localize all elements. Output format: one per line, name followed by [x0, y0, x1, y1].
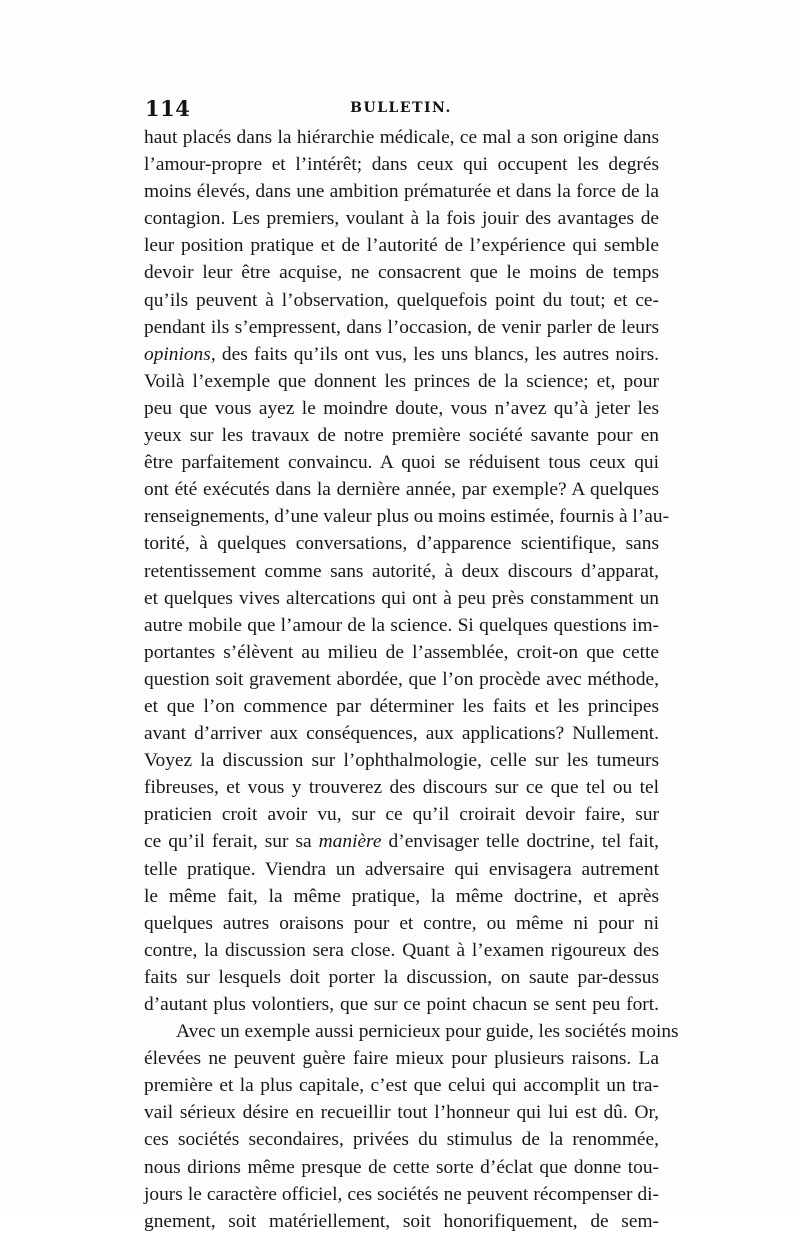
- text-line: être parfaitement convaincu. A quoi se réduisent tous ceux qui: [144, 452, 659, 474]
- text-line: praticien croit avoir vu, sur ce qu’il croirait devoir faire, sur: [144, 804, 659, 826]
- text-line: torité, à quelques conversations, d’apparence scientifique, sans: [144, 533, 659, 555]
- text-line: ont été exécutés dans la dernière année, par exemple? A quelques: [144, 479, 659, 501]
- text-line: quelques autres oraisons pour et contre, ou même ni pour ni: [144, 912, 659, 934]
- text-line: peu que vous ayez le moindre doute, vous n’avez qu’à jeter les: [144, 397, 659, 419]
- running-title: BULLETIN.: [350, 100, 452, 116]
- text-line: jours le caractère officiel, ces sociétés ne peuvent récompenser di-: [144, 1183, 659, 1205]
- text-line: Voilà l’exemple que donnent les princes de la science; et, pour: [144, 370, 659, 392]
- page-number: 114: [145, 96, 191, 121]
- text-line: retentissement comme sans autorité, à deux discours d’apparat,: [144, 560, 659, 582]
- text-line: et que l’on commence par déterminer les faits et les principes: [144, 695, 659, 717]
- text-line: élevées ne peuvent guère faire mieux pour plusieurs raisons. La: [144, 1048, 659, 1070]
- text-line: telle pratique. Viendra un adversaire qui envisagera autrement: [144, 858, 659, 880]
- text-line: portantes s’élèvent au milieu de l’assemblée, croit-on que cette: [144, 641, 659, 663]
- text-line: autre mobile que l’amour de la science. Si quelques questions im-: [144, 614, 659, 636]
- text-line: gnement, soit matériellement, soit honorifiquement, de sem-: [144, 1210, 659, 1232]
- text-line: haut placés dans la hiérarchie médicale, ce mal a son origine dans: [144, 127, 659, 148]
- text-line: leur position pratique et de l’autorité de l’expérience qui semble: [144, 235, 659, 257]
- text-line: ces sociétés secondaires, privées du stimulus de la renommée,: [144, 1129, 659, 1151]
- text-line: Avec un exemple aussi pernicieux pour guide, les sociétés moins: [176, 1021, 679, 1043]
- text-line: opinions, des faits qu’ils ont vus, les uns blancs, les autres noirs.: [144, 343, 659, 365]
- page-header: [145, 96, 657, 122]
- text-line: et quelques vives altercations qui ont à peu près constamment un: [144, 587, 659, 609]
- text-line: yeux sur les travaux de notre première société savante pour en: [144, 425, 659, 447]
- text-line: moins élevés, dans une ambition prématurée et dans la force de la: [144, 181, 659, 203]
- text-line: pendant ils s’empressent, dans l’occasion, de venir parler de leurs: [144, 316, 659, 338]
- text-line: Voyez la discussion sur l’ophthalmologie, celle sur les tumeurs: [144, 750, 659, 772]
- text-line: le même fait, la même pratique, la même doctrine, et après: [144, 885, 659, 907]
- text-line: question soit gravement abordée, que l’on procède avec méthode,: [144, 668, 659, 690]
- text-line: l’amour-propre et l’intérêt; dans ceux qui occupent les degrés: [144, 154, 659, 176]
- text-line: qu’ils peuvent à l’observation, quelquefois point du tout; et ce-: [144, 289, 659, 311]
- text-line: vail sérieux désire en recueillir tout l’honneur qui lui est dû. Or,: [144, 1102, 659, 1124]
- text-line: nous dirions même presque de cette sorte d’éclat que donne tou-: [144, 1156, 659, 1178]
- text-line: contagion. Les premiers, voulant à la fois jouir des avantages de: [144, 208, 659, 230]
- text-line: première et la plus capitale, c’est que celui qui accomplit un tra-: [144, 1075, 659, 1097]
- text-line: avant d’arriver aux conséquences, aux applications? Nullement.: [144, 723, 659, 745]
- text-line: d’autant plus volontiers, que sur ce point chacun se sent peu fort.: [144, 994, 659, 1015]
- text-line: ce qu’il ferait, sur sa manière d’envisager telle doctrine, tel fait,: [144, 831, 659, 853]
- text-line: fibreuses, et vous y trouverez des discours sur ce que tel ou tel: [144, 777, 659, 799]
- text-line: devoir leur être acquise, ne consacrent que le moins de temps: [144, 262, 659, 284]
- body-text: [144, 124, 679, 1235]
- text-line: contre, la discussion sera close. Quant à l’examen rigoureux des: [144, 939, 659, 961]
- text-line: renseignements, d’une valeur plus ou moins estimée, fournis à l’au-: [144, 506, 670, 528]
- text-line: faits sur lesquels doit porter la discussion, on saute par-dessus: [144, 966, 659, 988]
